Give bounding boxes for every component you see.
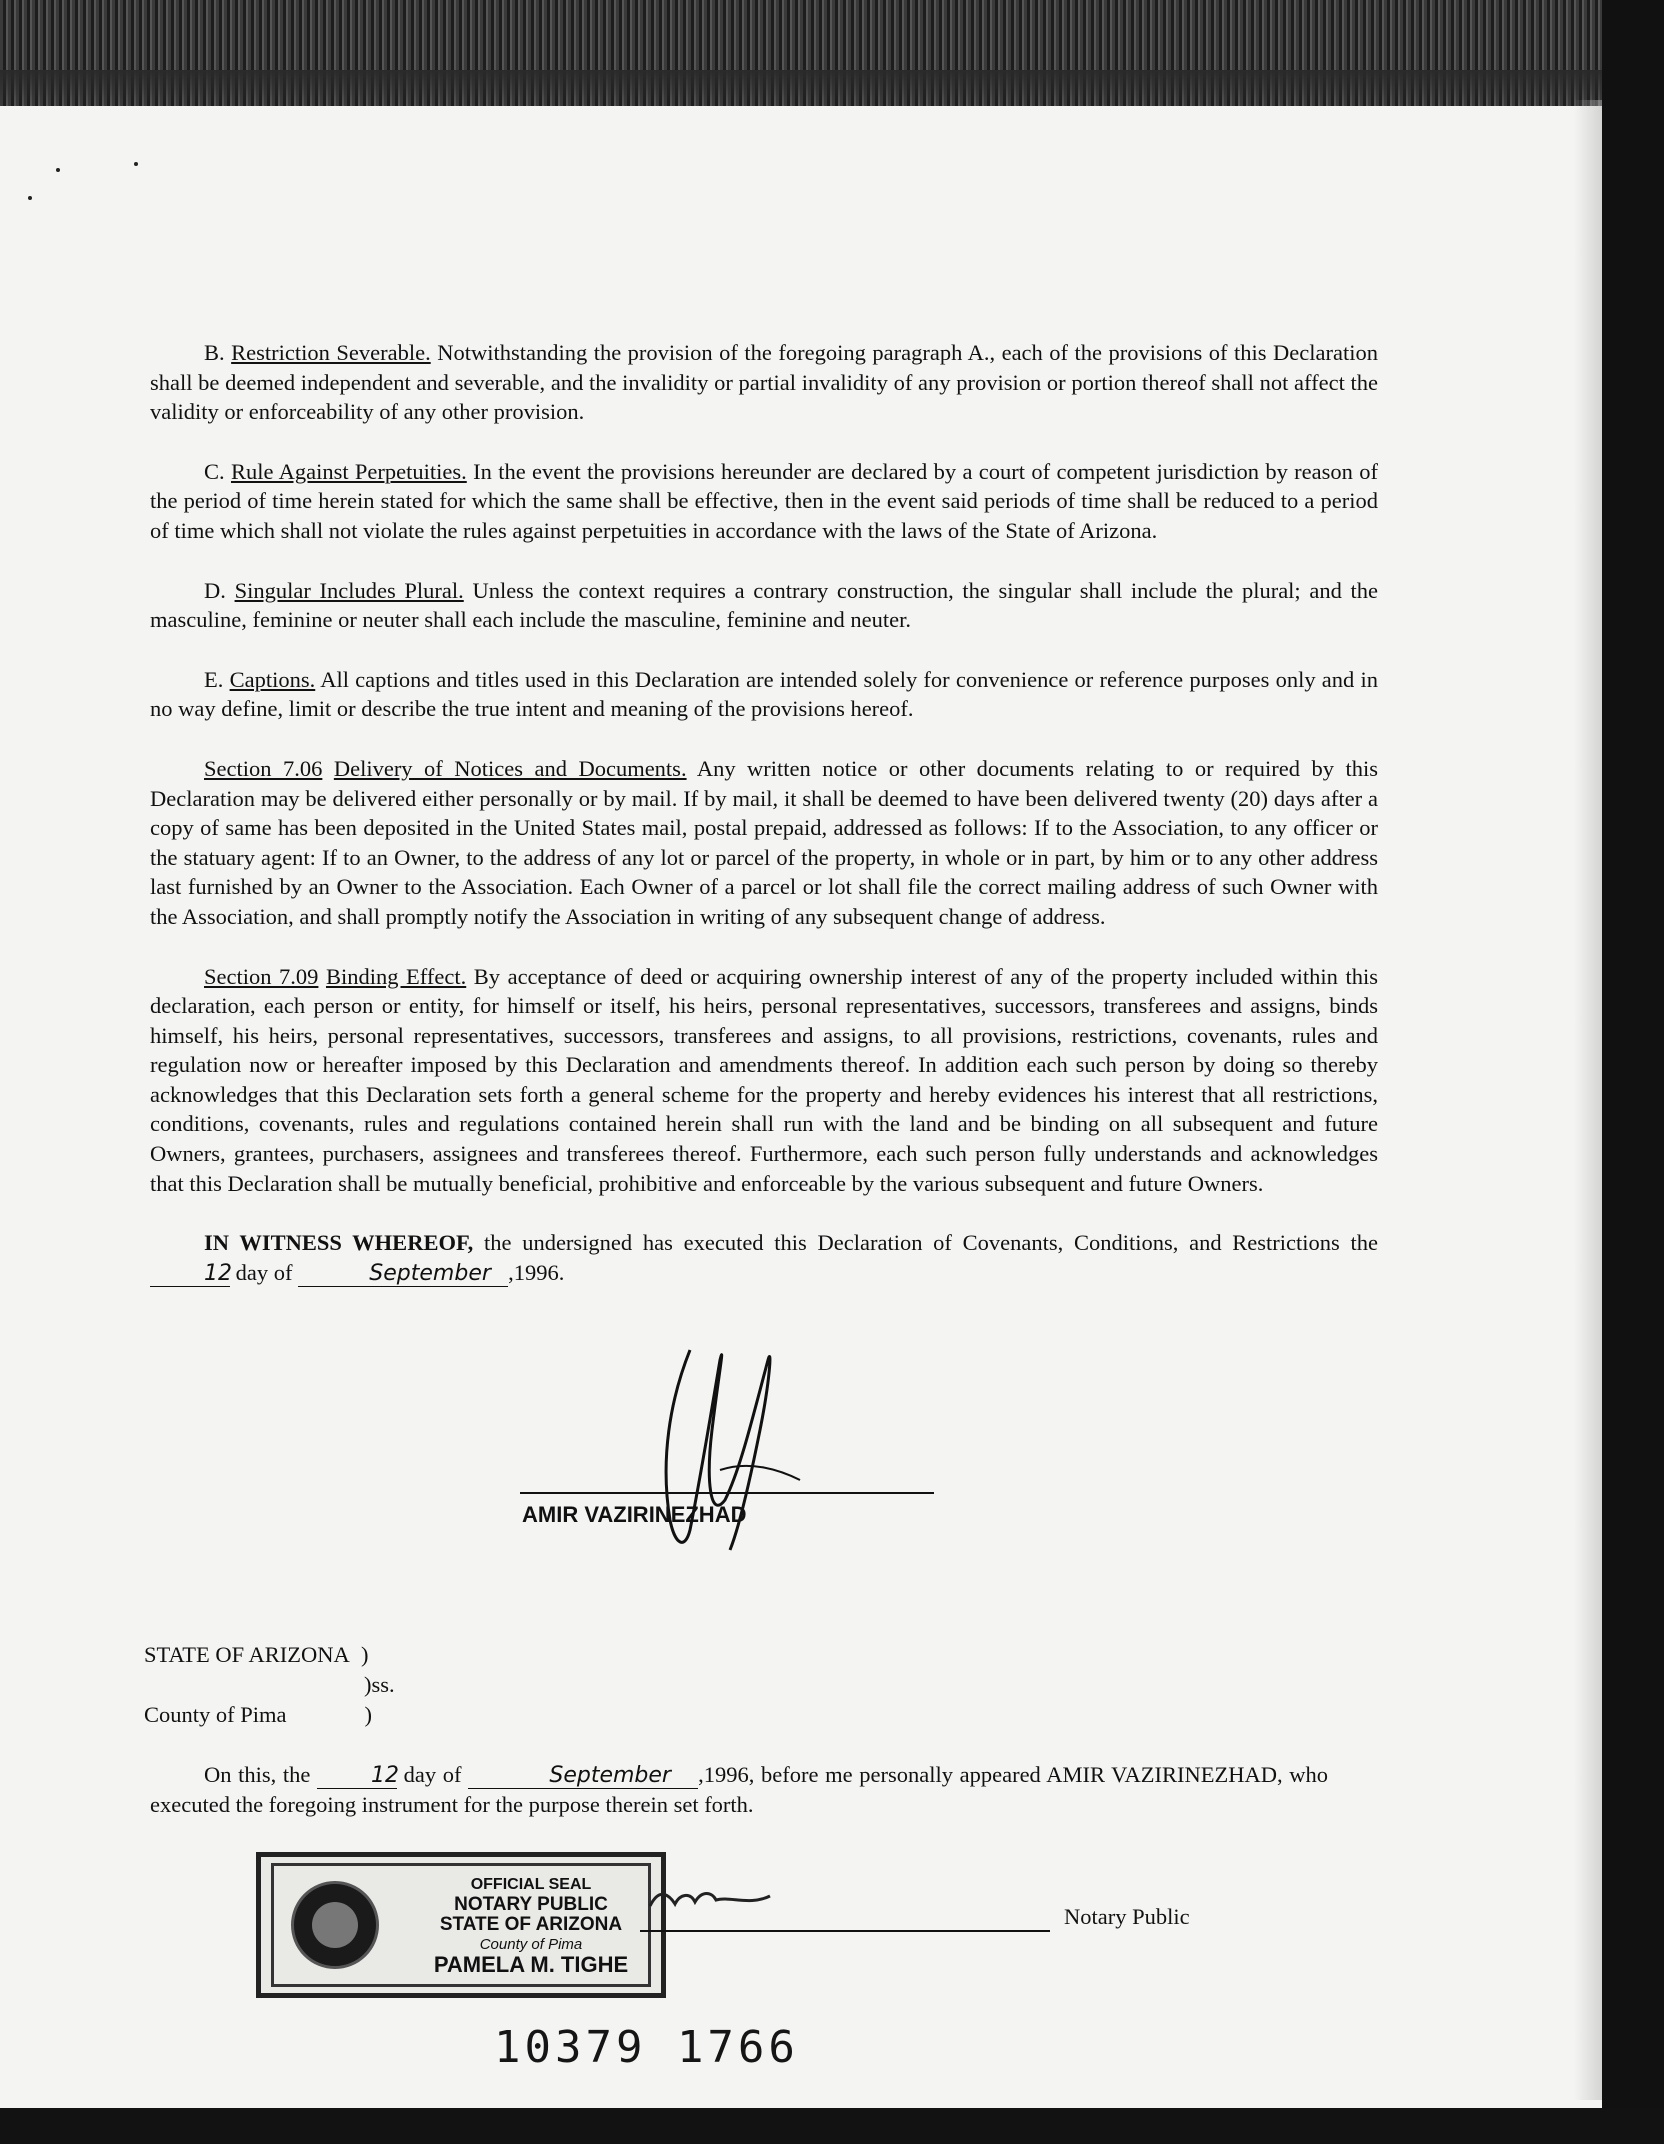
paragraph-text: In the event the provisions hereunder are declared by a court of competent jurisdiction by reason of the period of time herein stated for which the same shall be effective, then in the event said periods of time shall be reduced to a period of time which shall not violate the rules against perpetuities in accordance with the laws of the State of Arizona. [150,458,1378,543]
acknowledgment-text: ,1996, before me personally appeared AMIR VAZIRINEZHAD, who executed the foregoing instrument for the purpose therein set forth. [150,1762,1329,1817]
acknowledgment-paragraph [150,1760,1328,1820]
acknowledgment-text: On this, the [204,1762,318,1787]
witness-clause [150,1228,1378,1287]
paragraph-heading: Restriction Severable. [231,340,431,365]
venue-state: STATE OF ARIZONA [144,1642,350,1667]
section-number: Section 7.06 [204,755,323,781]
section-7-09-binding-effect [150,962,1378,1199]
section-7-06-delivery-of-notices [150,754,1378,932]
paragraph-label: E. [204,666,224,692]
paragraph-heading: Captions. [229,666,316,692]
paragraph-label: B. [204,340,225,365]
notary-signature-scribble [640,1866,780,1926]
section-number: Section 7.09 [204,963,319,989]
scan-speck [134,162,138,166]
paragraph-rule-against-perpetuities [150,457,1378,546]
section-heading: Delivery of Notices and Documents. [333,755,687,781]
witness-year: ,1996. [508,1259,565,1285]
witness-month-field: September [298,1262,508,1287]
paragraph-heading: Rule Against Perpetuities. [230,458,467,484]
stamp-notary-public: NOTARY PUBLIC [454,1894,608,1915]
acknowledgment-day-field: 12 [317,1764,397,1789]
venue-block [144,1640,395,1730]
paragraph-heading: Singular Includes Plural. [234,577,464,603]
section-heading: Binding Effect. [325,963,467,989]
acknowledgment-text: day of [397,1762,469,1787]
venue-paren: ) [364,1702,373,1727]
scan-speck [28,196,32,200]
paragraph-text: Unless the context requires a contrary construction, the singular shall include the plural; and the masculine, feminine or neuter shall each include the masculine, feminine and neuter. [150,577,1379,633]
stamp-notary-name: PAMELA M. TIGHE [433,1952,629,1977]
scan-border-bottom [0,2108,1664,2144]
scan-border-top-fade [0,70,1664,106]
arizona-seal-icon [291,1881,379,1969]
notary-public-label: Notary Public [1064,1904,1190,1929]
venue-ss: )ss. [364,1672,395,1697]
notary-stamp-text [421,1875,641,1975]
paragraph-text: All captions and titles used in this Declaration are intended solely for convenience or reference purposes only and in no way define, limit or describe the true intent and meaning of the provisions hereof. [150,666,1378,722]
scan-speck [56,168,60,172]
paragraph-singular-includes-plural [150,576,1378,635]
stamp-state: STATE OF ARIZONA [439,1914,623,1935]
paragraph-captions [150,665,1378,724]
venue-paren: ) [360,1642,369,1667]
stamp-county: County of Pima [479,1936,583,1953]
signature-line [520,1492,934,1494]
witness-lead: IN WITNESS WHEREOF, [204,1230,474,1256]
document-body [150,338,1378,1287]
signer-name: AMIR VAZIRINEZHAD [522,1502,747,1527]
acknowledgment-month-field: September [468,1764,698,1789]
section-text: Any written notice or other documents relating to or required by this Declaration may be delivered either personally or by mail. If by mail, it shall be deemed to have been delivered twenty (20) days after a copy of same has been deposited in the United States mail, postal prepaid, addressed as follows: If to the Association, to any officer or the statuary agent: If to an Owner, to the address of any lot or parcel of the property, in whole or in part, by him or to any other address last furnished by an Owner to the Association. Each Owner of a parcel or lot shall file the correct mailing address of such Owner with the Association, and shall promptly notify the Association in writing of any subsequent change of address. [150,755,1378,929]
scan-border-right-edge [1574,100,1602,2100]
venue-county: County of Pima [144,1702,287,1727]
witness-day-field: 12 [150,1262,230,1287]
paragraph-restriction-severable [150,338,1378,427]
paragraph-text: Notwithstanding the provision of the foregoing paragraph A., each of the provisions of this Declaration shall be deemed independent and severable, and the invalidity or partial invalidity of any provision or portion thereof shall not affect the validity or enforceability of any other provision. [150,340,1378,425]
section-text: By acceptance of deed or acquiring ownership interest of any of the property included within this declaration, each person or entity, for himself or itself, his heirs, personal representatives, successors, transferees and assigns, binds himself, his heirs, personal representatives, successors, transferees and assigns, to all provisions, restrictions, covenants, rules and regulation now or hereafter imposed by this Declaration and amendments thereof. In addition each such person by doing so thereby acknowledges that this Declaration sets forth a general scheme for the property and hereby evidences his interest that all restrictions, conditions, covenants, rules and regulations contained herein shall run with the land and be binding on all subsequent and future Owners, grantees, purchasers, assignees and transferees thereof. Furthermore, each such person fully understands and acknowledges that this Declaration shall be mutually beneficial, prohibitive and enforceable by the various subsequent and future Owners. [150,963,1378,1196]
stamp-official-seal: OFFICIAL SEAL [470,1876,592,1893]
paragraph-label: D. [204,577,226,603]
notary-stamp [256,1852,666,1998]
paragraph-label: C. [204,458,225,484]
scan-border-right [1602,0,1664,2144]
notary-signature-line [640,1930,1050,1932]
recording-number: 10379 1766 [494,2022,799,2073]
witness-text: the undersigned has executed this Declaration of Covenants, Conditions, and Restrictions the [473,1230,1378,1256]
witness-text: day of [230,1259,299,1285]
